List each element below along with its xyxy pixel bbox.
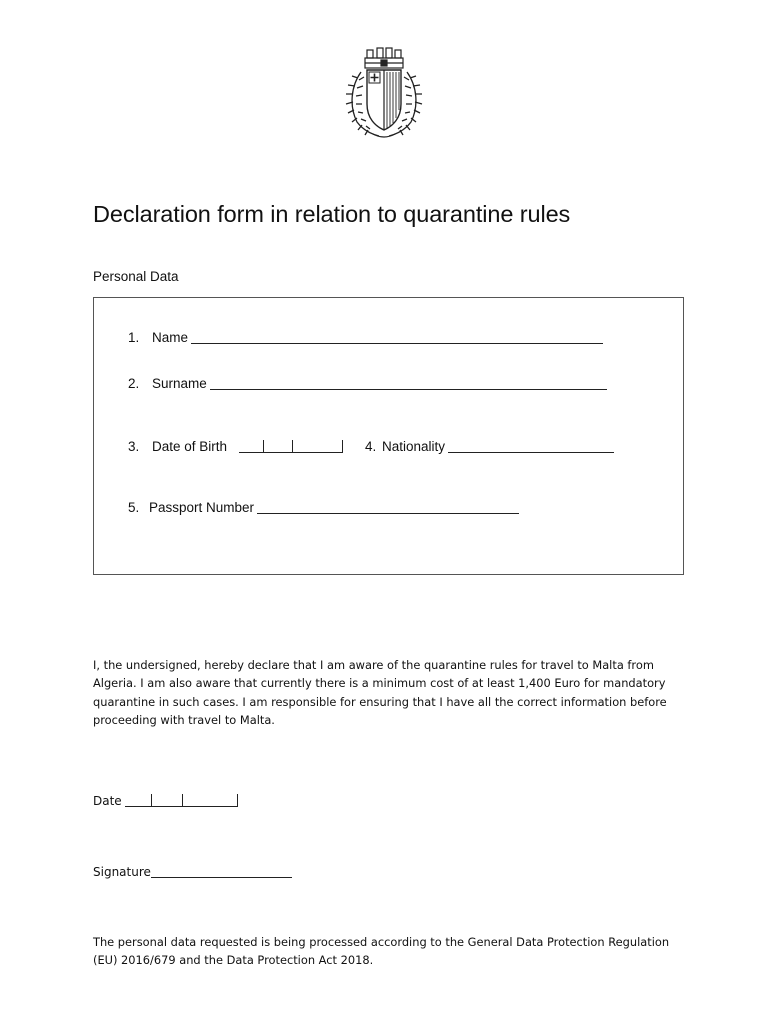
gdpr-notice: The personal data requested is being processed according to the General Data Protection Regulation (EU) 2016/679 and the Data Protection Act 2018. — [93, 935, 670, 967]
dob-year-input[interactable] — [293, 440, 343, 453]
date-field[interactable] — [93, 792, 238, 808]
dob-number: 3. — [128, 439, 140, 454]
name-field[interactable] — [128, 329, 603, 345]
passport-label: Passport Number — [149, 500, 255, 515]
passport-field[interactable] — [128, 499, 519, 515]
surname-input-line[interactable] — [210, 377, 607, 390]
signature-label: Signature — [93, 865, 151, 879]
nationality-number: 4. — [365, 439, 377, 454]
surname-number: 2. — [128, 376, 140, 391]
name-number: 1. — [128, 330, 140, 345]
signature-input-line[interactable] — [151, 865, 292, 878]
dob-day-input[interactable] — [239, 440, 264, 453]
nationality-label: Nationality — [382, 439, 446, 454]
name-label: Name — [152, 330, 189, 345]
surname-label: Surname — [152, 376, 207, 391]
nationality-field[interactable] — [365, 438, 614, 454]
dob-field[interactable] — [128, 438, 343, 454]
surname-field[interactable] — [128, 375, 607, 391]
dob-month-input[interactable] — [264, 440, 293, 453]
date-year-input[interactable] — [183, 794, 238, 807]
date-label: Date — [93, 794, 122, 808]
passport-input-line[interactable] — [257, 501, 519, 514]
nationality-input-line[interactable] — [448, 440, 614, 453]
personal-data-label: Personal Data — [93, 269, 179, 284]
name-input-line[interactable] — [191, 331, 603, 344]
date-month-input[interactable] — [152, 794, 183, 807]
declaration-text: I, the undersigned, hereby declare that I am aware of the quarantine rules for travel to Malta from Algeria. I am also aware that currently there is a minimum cost of at least 1,400 Euro for mandatory quarantine in such cases. I am responsible for ensuring that I have all the correct information before proceeding with travel to Malta. — [93, 658, 667, 727]
personal-data-box — [93, 297, 684, 575]
malta-coat-of-arms-icon — [343, 46, 425, 142]
signature-field[interactable] — [93, 863, 292, 879]
page-title: Declaration form in relation to quarantine rules — [93, 201, 571, 227]
date-day-input[interactable] — [125, 794, 152, 807]
passport-number: 5. — [128, 500, 140, 515]
dob-label: Date of Birth — [152, 439, 228, 454]
